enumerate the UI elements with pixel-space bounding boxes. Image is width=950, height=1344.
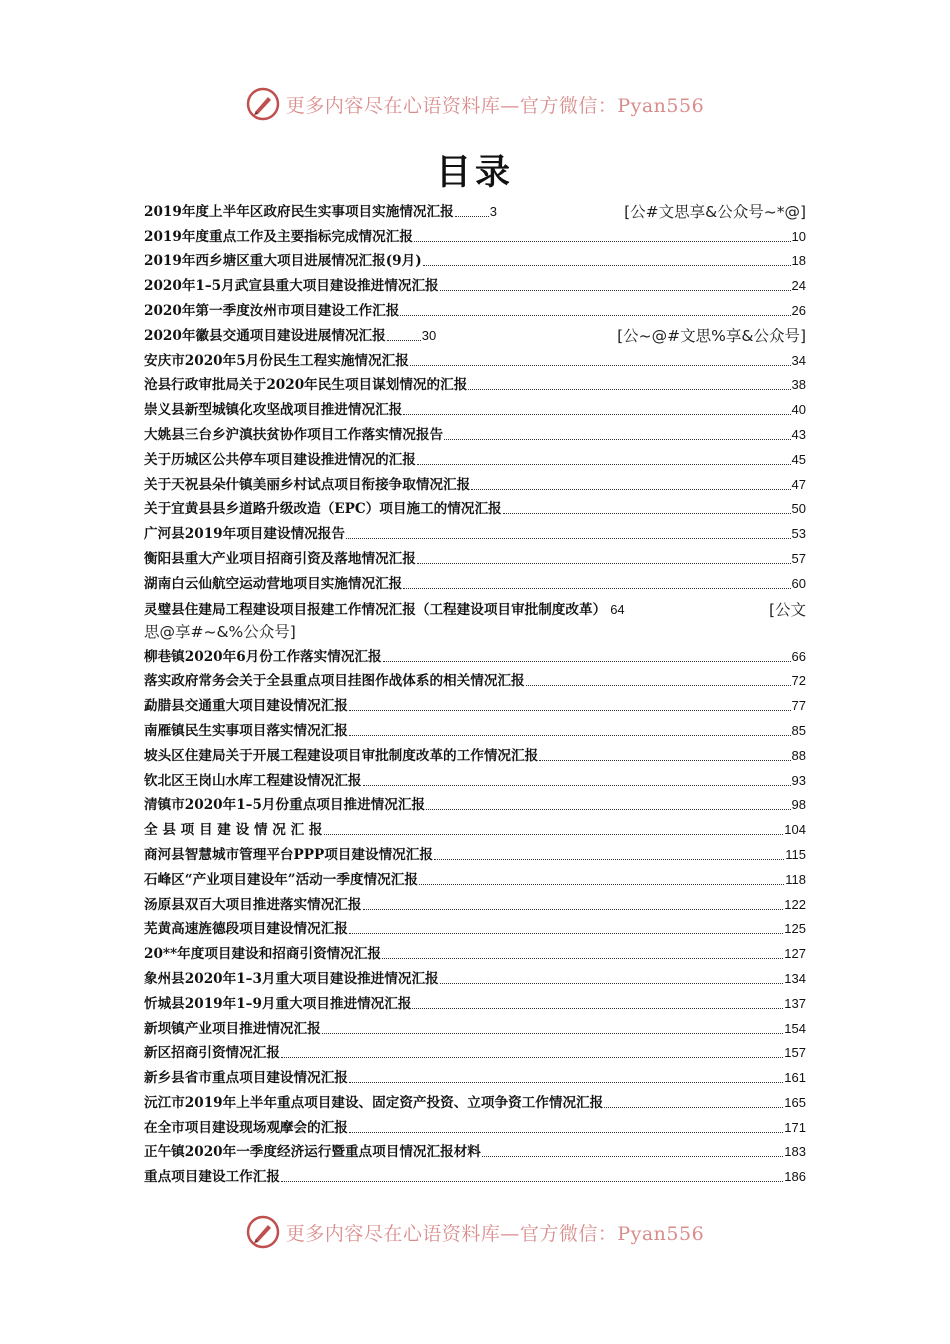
toc-entry-page: 10 — [791, 228, 806, 244]
toc-entry-title: 2020年1–5月武宣县重大项目建设推进情况汇报 — [144, 278, 439, 295]
toc-entry[interactable] — [144, 641, 806, 666]
toc-entry-title: 关于宜黄县县乡道路升级改造（EPC）项目施工的情况汇报 — [144, 501, 502, 518]
toc-entry-page: 72 — [791, 673, 806, 689]
toc-entry[interactable] — [144, 394, 806, 419]
leader-dots — [349, 735, 791, 736]
toc-entry-title: 柳巷镇2020年6月份工作落实情况汇报 — [144, 648, 382, 665]
toc-entry-title: 商河县智慧城市管理平台PPP项目建设情况汇报 — [144, 846, 433, 863]
toc-entry[interactable] — [144, 1087, 806, 1112]
toc-entry-page: 98 — [791, 797, 806, 813]
toc-entry-page: 24 — [791, 278, 806, 294]
leader-dots — [403, 588, 790, 589]
toc-entry-title: 湖南白云仙航空运动营地项目实施情况汇报 — [144, 575, 403, 592]
toc-entry-title: 20**年度项目建设和招商引资情况汇报 — [144, 946, 382, 963]
toc-entry-page: 50 — [791, 501, 806, 517]
toc-entry[interactable] — [144, 864, 806, 889]
toc-entry-page: 183 — [784, 1144, 806, 1160]
pen-circle-logo-icon — [246, 87, 280, 121]
leader-dots — [382, 958, 783, 959]
toc-entry[interactable] — [144, 765, 806, 790]
watermark-text: [公#文思享&公众号~*@] — [624, 202, 806, 221]
toc-entry-title: 关于天祝县朵什镇美丽乡村试点项目衔接争取情况汇报 — [144, 476, 471, 493]
leader-dots — [426, 809, 790, 810]
toc-entry-page: 93 — [791, 772, 806, 788]
leader-dots — [387, 340, 421, 341]
toc-entry-title: 清镇市2020年1–5月份重点项目推进情况汇报 — [144, 797, 426, 814]
toc-entry-title: 安庆市2020年5月份民生工程实施情况汇报 — [144, 352, 409, 369]
toc-entry-page: 115 — [785, 846, 806, 862]
toc-entry[interactable] — [144, 295, 806, 320]
toc-entry[interactable] — [144, 494, 806, 519]
toc-entry-title: 石峰区“产业项目建设年”活动一季度情况汇报 — [144, 871, 418, 888]
leader-dots — [419, 884, 784, 885]
leader-dots — [440, 983, 784, 984]
toc-entry[interactable] — [144, 196, 806, 221]
toc-entry-title: 2019年西乡塘区重大项目进展情况汇报(9月) — [144, 253, 422, 270]
toc-entry-title: 重点项目建设工作汇报 — [144, 1169, 280, 1186]
leader-dots — [412, 1008, 783, 1009]
toc-entry[interactable] — [144, 690, 806, 715]
watermark-text: [公~@#文思%享&公众号] — [617, 326, 806, 345]
toc-entry[interactable] — [144, 938, 806, 963]
toc-entry-page: 66 — [791, 648, 806, 664]
toc-entry-title: 钦北区王岗山水库工程建设情况汇报 — [144, 772, 362, 789]
toc-entry-page: 45 — [791, 451, 806, 467]
toc-entry[interactable] — [144, 1038, 806, 1063]
toc-entry-title: 衡阳县重大产业项目招商引资及落地情况汇报 — [144, 550, 416, 567]
toc-entry[interactable] — [144, 469, 806, 494]
toc-entry-page: 171 — [784, 1119, 806, 1135]
toc-entry[interactable] — [144, 814, 806, 839]
toc-entry-page: 18 — [791, 253, 806, 269]
toc-entry-page: 161 — [784, 1070, 806, 1086]
toc-entry[interactable] — [144, 666, 806, 691]
toc-entry[interactable] — [144, 1112, 806, 1137]
toc-entry-page: 34 — [791, 352, 806, 368]
toc-entry-title: 沅江市2019年上半年重点项目建设、固定资产投资、立项争资工作情况汇报 — [144, 1094, 604, 1111]
toc-entry[interactable] — [144, 914, 806, 939]
toc-entry-title: 大姚县三台乡沪滇扶贫协作项目工作落实情况报告 — [144, 426, 444, 443]
header-banner — [0, 84, 950, 124]
toc-entry[interactable] — [144, 790, 806, 815]
leader-dots — [455, 216, 489, 217]
leader-dots — [400, 315, 790, 316]
leader-dots — [604, 1107, 783, 1108]
pen-circle-logo-icon — [246, 1215, 280, 1249]
toc-entry-title: 2019年度上半年区政府民生实事项目实施情况汇报 — [144, 203, 454, 220]
toc-entry-title: 2020年徽县交通项目建设进展情况汇报 — [144, 327, 386, 344]
table-of-contents — [144, 196, 806, 1186]
toc-entry-title: 广河县2019年项目建设情况报告 — [144, 526, 345, 543]
toc-entry-page: 40 — [791, 402, 806, 418]
leader-dots — [440, 290, 791, 291]
toc-entry-title: 在全市项目建设现场观摩会的汇报 — [144, 1119, 348, 1136]
toc-entry-title: 勐腊县交通重大项目建设情况汇报 — [144, 698, 348, 715]
toc-entry-title: 芜黄高速旌德段项目建设情况汇报 — [144, 921, 348, 938]
toc-entry-title: 关于历城区公共停车项目建设推进情况的汇报 — [144, 451, 416, 468]
toc-entry-title: 2020年第一季度汝州市项目建设工作汇报 — [144, 302, 400, 319]
leader-dots — [346, 538, 791, 539]
leader-dots — [423, 265, 791, 266]
toc-entry-page: 57 — [791, 550, 806, 566]
toc-entry-page: 104 — [784, 822, 806, 838]
page-title: 目录 — [435, 152, 514, 193]
toc-entry-title: 新区招商引资情况汇报 — [144, 1045, 280, 1062]
toc-entry-page: 165 — [784, 1094, 806, 1110]
toc-entry-page: 134 — [784, 970, 806, 986]
leader-dots — [349, 1082, 783, 1083]
toc-entry[interactable] — [144, 419, 806, 444]
toc-entry-page: 53 — [791, 526, 806, 542]
toc-entry-title: 落实政府常务会关于全县重点项目挂图作战体系的相关情况汇报 — [144, 673, 525, 690]
toc-entry-title: 灵璧县住建局工程建设项目报建工作情况汇报（工程建设项目审批制度改革） — [144, 601, 607, 618]
toc-entry-page: 118 — [785, 871, 806, 887]
toc-entry[interactable] — [144, 740, 806, 765]
toc-entry-title: 正午镇2020年一季度经济运行暨重点项目情况汇报材料 — [144, 1144, 481, 1161]
toc-entry-title: 坡头区住建局关于开展工程建设项目审批制度改革的工作情况汇报 — [144, 747, 539, 764]
toc-entry[interactable] — [144, 345, 806, 370]
toc-entry-title: 新乡县省市重点项目建设情况汇报 — [144, 1070, 348, 1087]
leader-dots — [482, 1156, 783, 1157]
toc-entry[interactable] — [144, 370, 806, 395]
toc-entry-title: 象州县2020年1–3月重大项目建设推进情况汇报 — [144, 970, 439, 987]
toc-entry-page: 154 — [784, 1020, 806, 1036]
toc-entry-page: 85 — [791, 722, 806, 738]
toc-entry[interactable] — [144, 1062, 806, 1087]
toc-entry[interactable] — [144, 444, 806, 469]
toc-entry-title: 汤原县双百大项目推进落实情况汇报 — [144, 896, 362, 913]
leader-dots — [417, 464, 791, 465]
toc-entry[interactable] — [144, 543, 806, 568]
toc-entry-page: 125 — [784, 921, 806, 937]
leader-dots — [324, 834, 784, 835]
leader-dots — [281, 1181, 783, 1182]
toc-entry[interactable] — [144, 1161, 806, 1186]
toc-entry[interactable] — [144, 1137, 806, 1162]
toc-entry[interactable] — [144, 988, 806, 1013]
leader-dots — [444, 439, 790, 440]
toc-entry-page: 77 — [791, 698, 806, 714]
toc-entry-page: 60 — [791, 575, 806, 591]
banner-text: 更多内容尽在心语资料库—官方微信：Pyan556 — [285, 1222, 705, 1245]
banner-text: 更多内容尽在心语资料库—官方微信：Pyan556 — [285, 94, 705, 117]
toc-entry-page: 122 — [784, 896, 806, 912]
leader-dots — [363, 909, 784, 910]
leader-dots — [414, 241, 791, 242]
toc-entry[interactable] — [144, 246, 806, 271]
leader-dots — [349, 933, 783, 934]
toc-entry[interactable] — [144, 715, 806, 740]
leader-dots — [349, 710, 791, 711]
toc-entry[interactable] — [144, 963, 806, 988]
toc-entry-title: 2019年度重点工作及主要指标完成情况汇报 — [144, 228, 413, 245]
leader-dots — [468, 389, 790, 390]
toc-entry-page: 30 — [421, 327, 437, 343]
toc-entry[interactable] — [144, 320, 806, 345]
toc-entry[interactable] — [144, 518, 806, 543]
toc-entry-page: 157 — [784, 1045, 806, 1061]
leader-dots — [349, 1132, 783, 1133]
toc-entry[interactable] — [144, 1013, 806, 1038]
toc-entry-page: 64 — [610, 601, 625, 617]
leader-dots — [403, 414, 790, 415]
toc-entry[interactable] — [144, 568, 806, 593]
toc-entry[interactable] — [144, 270, 806, 295]
leader-dots — [417, 563, 791, 564]
toc-entry-title: 崇义县新型城镇化攻坚战项目推进情况汇报 — [144, 402, 403, 419]
leader-dots — [434, 859, 784, 860]
footer-banner — [0, 1212, 950, 1252]
toc-entry[interactable] — [144, 889, 806, 914]
toc-entry-page: 47 — [791, 476, 806, 492]
toc-entry-title: 全 县 项 目 建 设 情 况 汇 报 — [144, 822, 323, 839]
watermark-text: 思@享#~&%公众号] — [144, 622, 296, 641]
leader-dots — [503, 513, 791, 514]
toc-entry-title: 沧县行政审批局关于2020年民生项目谋划情况的汇报 — [144, 377, 468, 394]
leader-dots — [383, 661, 791, 662]
leader-dots — [526, 685, 791, 686]
leader-dots — [281, 1057, 783, 1058]
toc-entry-page: 88 — [791, 747, 806, 763]
toc-entry-title: 忻城县2019年1–9月重大项目推进情况汇报 — [144, 995, 412, 1012]
toc-entry-page: 43 — [791, 426, 806, 442]
leader-dots — [410, 365, 791, 366]
toc-entry[interactable] — [144, 839, 806, 864]
toc-entry[interactable] — [144, 593, 806, 641]
toc-entry-title: 南雁镇民生实事项目落实情况汇报 — [144, 722, 348, 739]
watermark-text: [公文 — [768, 600, 806, 619]
leader-dots — [363, 785, 791, 786]
toc-entry-page: 26 — [791, 302, 806, 318]
toc-entry-page: 137 — [784, 995, 806, 1011]
toc-entry-page: 186 — [784, 1169, 806, 1185]
toc-entry-page: 127 — [784, 946, 806, 962]
leader-dots — [539, 760, 790, 761]
toc-entry-title: 新坝镇产业项目推进情况汇报 — [144, 1020, 321, 1037]
toc-entry-page: 38 — [791, 377, 806, 393]
toc-entry[interactable] — [144, 221, 806, 246]
leader-dots — [471, 489, 790, 490]
toc-entry-page: 3 — [489, 203, 497, 219]
leader-dots — [322, 1033, 784, 1034]
